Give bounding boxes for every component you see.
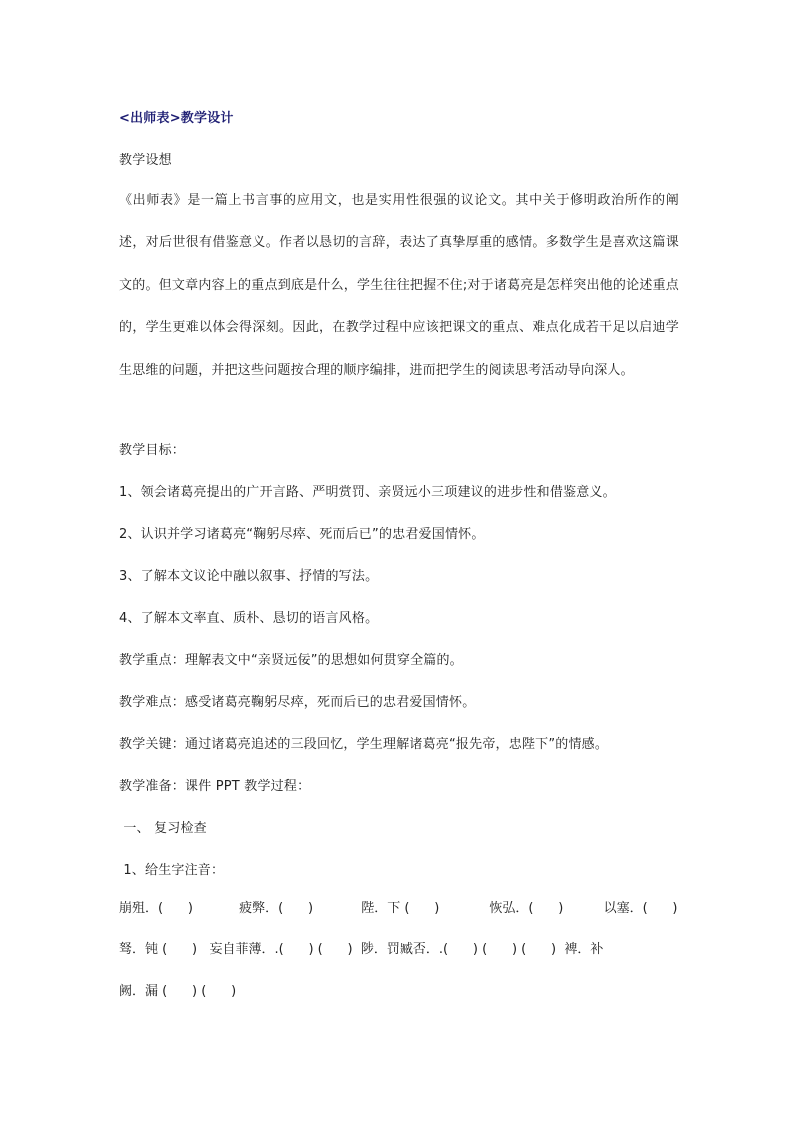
- crux: 教学关键：通过诸葛亮追述的三段回忆，学生理解诸葛亮“报先帝，忠陛下”的情感。: [119, 737, 609, 752]
- phonetic-row-2: 驽．钝 ( ) 妄自菲薄．.( ) ( ) 陟．罚臧否．.( ) ( ) ( ) 裨．补: [119, 942, 604, 957]
- design-idea-paragraph: 《出师表》是一篇上书言事的应用文，也是实用性很强的议论文。其中关于修明政治所作的阐述，对后世很有借鉴意义。作者以恳切的言辞，表达了真挚厚重的感情。多数学生是喜欢这篇课文的。但文章内容上的重点到底是什么，学生往往把握不住;对于诸葛亮是怎样突出他的论述重点的，学生更难以体会得深刻。因此，在教学过程中应该把课文的重点、难点化成若干足以启迪学生思维的问题，并把这些问题按合理的顺序编排，进而把学生的阅读思考活动导向深人。: [119, 193, 679, 378]
- phonetic-heading: 1、给生字注音：: [119, 863, 225, 878]
- phonetic-row-1: [119, 901, 694, 917]
- key-point: 教学重点：理解表文中“亲贤远佞”的思想如何贯穿全篇的。: [119, 653, 463, 668]
- goal-item-1: 1、领会诸葛亮提出的广开言路、严明赏罚、亲贤远小三项建议的进步性和借鉴意义。: [119, 485, 616, 500]
- goal-item-3: 3、了解本文议论中融以叙事、抒情的写法。: [119, 569, 379, 584]
- phonetic-item: 以塞．( ): [603, 901, 678, 916]
- goal-item-4: 4、了解本文率直、质朴、恳切的语言风格。: [119, 611, 379, 626]
- phonetic-item: 疲弊．( ): [239, 901, 314, 916]
- phonetic-item: 恢弘．( ): [489, 901, 564, 916]
- design-idea-heading: 教学设想: [119, 153, 172, 168]
- difficulty: 教学难点：感受诸葛亮鞠躬尽瘁，死而后已的忠君爱国情怀。: [119, 695, 476, 710]
- phonetic-item: 崩殂．( ): [119, 901, 193, 916]
- review-heading: 一、 复习检查: [119, 821, 207, 836]
- goals-heading: 教学目标：: [119, 443, 186, 458]
- preparation: 教学准备：课件 PPT 教学过程：: [119, 779, 311, 794]
- phonetic-item: 陛．下 ( ): [361, 901, 440, 916]
- goal-item-2: 2、认识并学习诸葛亮“鞠躬尽瘁、死而后已”的忠君爱国情怀。: [119, 527, 485, 542]
- document-title: <出师表>教学设计: [119, 111, 234, 126]
- phonetic-row-3: 阙．漏 ( ) ( ): [119, 984, 237, 999]
